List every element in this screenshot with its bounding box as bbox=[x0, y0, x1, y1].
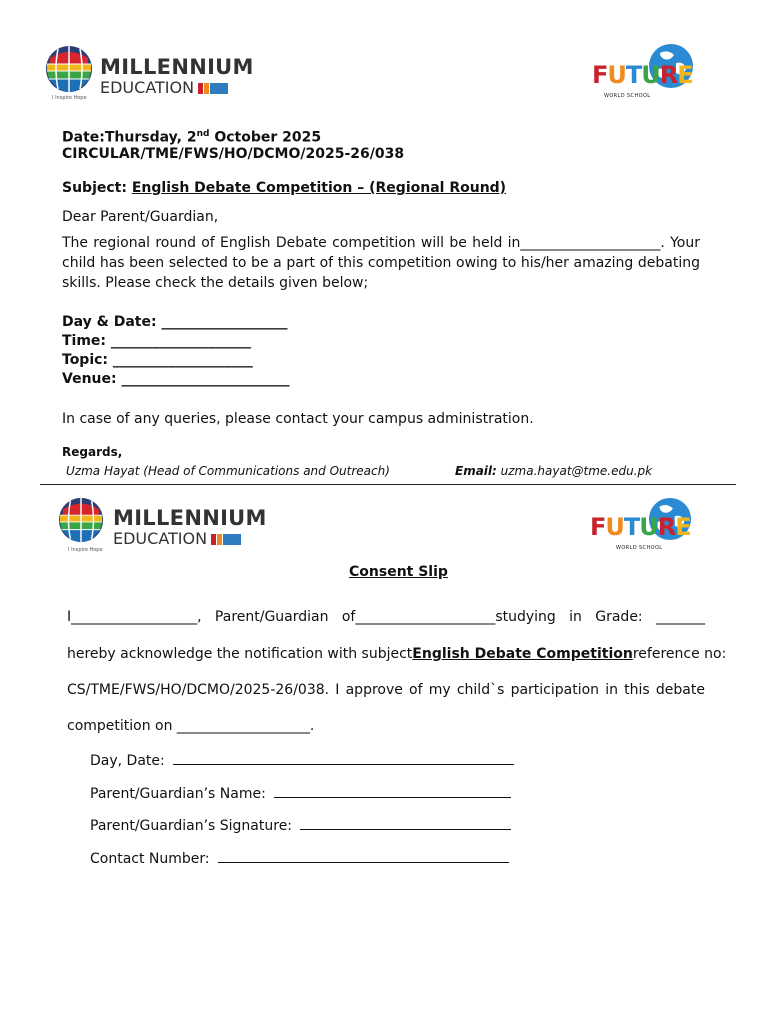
globe-logo-icon bbox=[44, 44, 94, 94]
detail-venue: Venue: ________________________ bbox=[62, 371, 290, 387]
future-world-school-logo-slip bbox=[590, 497, 700, 555]
para-line-2: child has been selected to be a part of this competition owing to his/her amazing debating bbox=[62, 255, 700, 271]
slip-line-4: competition on ___________________. bbox=[67, 718, 315, 734]
future-world-school-logo bbox=[592, 43, 702, 101]
slip-line-1: I__________________, Parent/Guardian of____________________studying in Grade: _______ bbox=[67, 609, 705, 625]
field-guardian-name-line[interactable] bbox=[274, 797, 511, 798]
millennium-education-logo bbox=[44, 44, 254, 96]
contact-note: In case of any queries, please contact your campus administration. bbox=[62, 411, 534, 427]
fws-subtitle: WORLD SCHOOL bbox=[604, 93, 651, 99]
logo-millennium-text: MILLENNIUM bbox=[100, 55, 254, 79]
detail-topic: Topic: ____________________ bbox=[62, 352, 253, 368]
slip-line-3: CS/TME/FWS/HO/DCMO/2025-26/038. I approve of my child`s participation in this debate bbox=[67, 682, 705, 698]
millennium-education-logo-slip bbox=[57, 496, 267, 547]
logo-color-bars bbox=[211, 534, 241, 545]
para-line-1: The regional round of English Debate competition will be held in____________________. Your bbox=[62, 235, 700, 251]
signatory: Uzma Hayat (Head of Communications and Outreach) bbox=[66, 464, 390, 478]
detail-time: Time: ____________________ bbox=[62, 333, 251, 349]
consent-slip-title: Consent Slip bbox=[349, 564, 448, 580]
email-line: Email: uzma.hayat@tme.edu.pk bbox=[455, 464, 653, 478]
para-line-3: skills. Please check the details given below; bbox=[62, 275, 369, 291]
regards: Regards, bbox=[62, 445, 123, 459]
field-contact-number: Contact Number: bbox=[90, 850, 509, 870]
cut-divider bbox=[40, 484, 736, 485]
fws-wordmark: FUTURE bbox=[592, 61, 693, 89]
logo-education-text: EDUCATION bbox=[113, 529, 208, 548]
field-contact-number-line[interactable] bbox=[218, 862, 509, 863]
circular-date: Date:Thursday, 2nd October 2025 bbox=[62, 129, 322, 146]
field-guardian-name: Parent/Guardian’s Name: bbox=[90, 785, 511, 805]
logo-tagline: I Inspire Hope bbox=[68, 547, 103, 553]
logo-tagline: I Inspire Hope bbox=[52, 95, 87, 101]
slip-subject: English Debate Competition bbox=[412, 646, 633, 662]
salutation: Dear Parent/Guardian, bbox=[62, 209, 219, 225]
logo-education-text: EDUCATION bbox=[100, 78, 195, 97]
email-link[interactable]: uzma.hayat@tme.edu.pk bbox=[496, 464, 653, 478]
field-guardian-signature: Parent/Guardian’s Signature: bbox=[90, 817, 511, 837]
globe-logo-icon bbox=[57, 496, 105, 544]
field-guardian-signature-line[interactable] bbox=[300, 829, 511, 830]
detail-day-date: Day & Date: __________________ bbox=[62, 314, 288, 330]
circular-reference: CIRCULAR/TME/FWS/HO/DCMO/2025-26/038 bbox=[62, 146, 405, 162]
circular-subject: Subject: English Debate Competition – (Regional Round) bbox=[62, 180, 507, 196]
field-day-date: Day, Date: bbox=[90, 752, 514, 772]
fws-subtitle: WORLD SCHOOL bbox=[616, 545, 663, 551]
fws-wordmark: FUTURE bbox=[590, 513, 691, 541]
slip-line-2: hereby acknowledge the notification with subject English Debate Competition reference no: bbox=[67, 645, 705, 665]
logo-color-bars bbox=[198, 83, 228, 94]
field-day-date-line[interactable] bbox=[173, 764, 514, 765]
logo-millennium-text: MILLENNIUM bbox=[113, 506, 267, 530]
